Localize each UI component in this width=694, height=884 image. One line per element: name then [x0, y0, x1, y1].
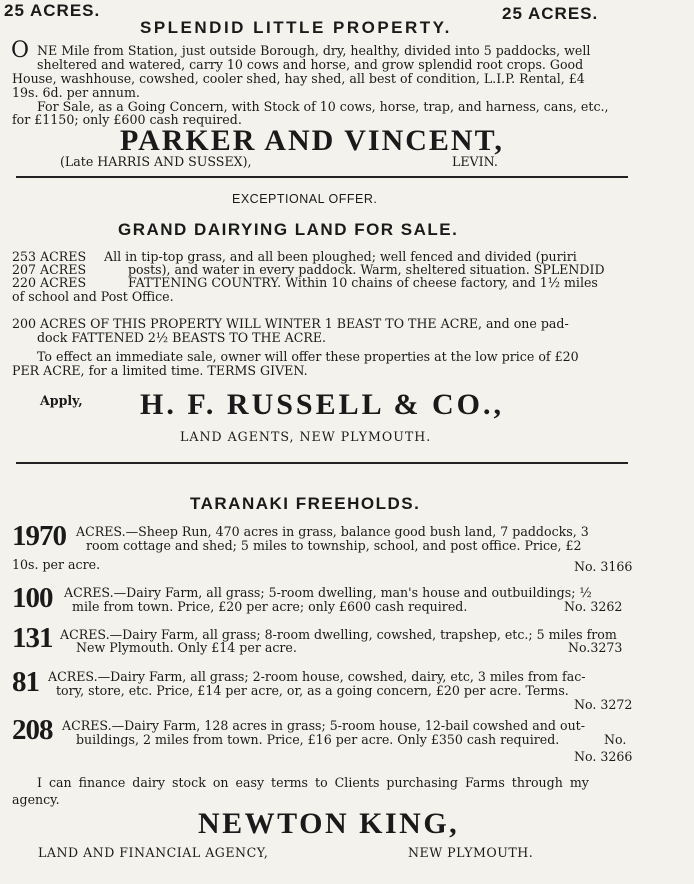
- ad2-desc-1: All in tip-top grass, and all been ploughed; well fenced and divided (puriri: [104, 249, 577, 264]
- listing-4-acres: 81: [12, 666, 39, 698]
- listing-3-ref: No.3273: [568, 640, 623, 655]
- ad2-winter-1: 200 ACRES OF THIS PROPERTY WILL WINTER 1 BEAST TO THE ACRE, and one pad-: [12, 316, 569, 331]
- listing-2-line-1: ACRES.—Dairy Farm, all grass; 5-room dwelling, man's house and outbuildings; ½: [64, 585, 592, 600]
- listing-3-line-1: ACRES.—Dairy Farm, all grass; 8-room dwelling, cowshed, trapshep, etc.; 5 miles from: [60, 627, 617, 642]
- ad2-desc-2: posts), and water in every paddock. Warm, sheltered situation. SPLENDID: [128, 262, 605, 277]
- ad2-acre-label-2: 207 ACRES: [12, 262, 87, 277]
- ad2-sale-2: PER ACRE, for a limited time. TERMS GIVEN.: [12, 363, 308, 378]
- listing-5-line-2: buildings, 2 miles from town. Price, £16 per acre. Only £350 cash required.: [76, 732, 560, 747]
- ad2-acre-label-1: 253 ACRES: [12, 249, 87, 264]
- listing-5-acres: 208: [12, 714, 53, 746]
- ad1-line-3: House, washhouse, cowshed, cooler shed, hay shed, all best of condition, L.I.P. Rental, £4: [12, 71, 585, 86]
- ad1-line-6: for £1150; only £600 cash required.: [12, 112, 242, 127]
- ad2-sale-1: To effect an immediate sale, owner will offer these properties at the low price of £20: [37, 349, 579, 364]
- ad1-line-5: For Sale, as a Going Concern, with Stock of 10 cows, horse, trap, and harness, cans, etc.,: [37, 99, 609, 114]
- ad2-winter-2: dock FATTENED 2½ BEASTS TO THE ACRE.: [37, 330, 327, 345]
- ad2-agent-name: H. F. RUSSELL & CO.,: [140, 388, 504, 421]
- listing-2-ref: No. 3262: [564, 599, 623, 614]
- ad1-dropcap: O: [11, 38, 30, 63]
- listing-4-ref: No. 3272: [574, 697, 633, 712]
- listing-3-acres: 131: [12, 622, 53, 654]
- ad3-title: TARANAKI FREEHOLDS.: [190, 494, 421, 513]
- listing-1-line-2: room cottage and shed; 5 miles to township, school, and post office. Price, £2: [86, 538, 582, 553]
- ad1-agent-town: LEVIN.: [452, 154, 498, 169]
- finance-line-2: agency.: [12, 792, 60, 807]
- divider-1: [16, 176, 628, 178]
- ad3-agent-left: LAND AND FINANCIAL AGENCY,: [38, 845, 269, 860]
- ad1-acres-left: 25 ACRES.: [4, 1, 101, 20]
- ad2-acre-label-3: 220 ACRES: [12, 275, 87, 290]
- finance-line-1: I can finance dairy stock on easy terms to Clients purchasing Farms through my: [37, 775, 589, 790]
- listing-1-ref: No. 3166: [574, 559, 633, 574]
- ad3-agent-name: NEWTON KING,: [198, 807, 460, 840]
- ad1-line-4: 19s. 6d. per annum.: [12, 85, 140, 100]
- divider-2: [16, 462, 628, 464]
- listing-5-line-1: ACRES.—Dairy Farm, 128 acres in grass; 5-room house, 12-bail cowshed and out-: [62, 718, 585, 733]
- listing-2-acres: 100: [12, 582, 53, 614]
- listing-5-ref: No. 3266: [574, 749, 633, 764]
- listing-3-line-2: New Plymouth. Only £14 per acre.: [76, 640, 297, 655]
- listing-4-line-1: ACRES.—Dairy Farm, all grass; 2-room house, cowshed, dairy, etc, 3 miles from fac-: [48, 669, 586, 684]
- ad1-title: SPLENDID LITTLE PROPERTY.: [140, 18, 452, 37]
- listing-1-line-1: ACRES.—Sheep Run, 470 acres in grass, balance good bush land, 7 paddocks, 3: [76, 524, 589, 539]
- ad2-kicker: EXCEPTIONAL OFFER.: [232, 192, 378, 206]
- ad1-acres-right: 25 ACRES.: [502, 4, 599, 23]
- ad2-agent-sub: LAND AGENTS, NEW PLYMOUTH.: [180, 429, 432, 444]
- ad2-desc-4: of school and Post Office.: [12, 289, 174, 304]
- ad1-agent-sub: (Late HARRIS AND SUSSEX),: [60, 154, 252, 169]
- ad2-desc-3: FATTENING COUNTRY. Within 10 chains of cheese factory, and 1½ miles: [128, 275, 598, 290]
- listing-1-line-3: 10s. per acre.: [12, 557, 101, 572]
- ad1-line-1: NE Mile from Station, just outside Borough, dry, healthy, divided into 5 paddocks, well: [37, 43, 591, 58]
- listing-2-line-2: mile from town. Price, £20 per acre; only £600 cash required.: [72, 599, 468, 614]
- listing-4-line-2: tory, store, etc. Price, £14 per acre, or, as a going concern, £20 per acre. Terms.: [56, 683, 569, 698]
- ad2-apply: Apply,: [40, 393, 83, 408]
- ad1-agent-name: PARKER AND VINCENT,: [120, 124, 504, 157]
- ad1-line-2: sheltered and watered, carry 10 cows and horse, and grow splendid root crops. Good: [37, 57, 584, 72]
- ad3-agent-right: NEW PLYMOUTH.: [408, 845, 534, 860]
- listing-1-acres: 1970: [12, 520, 66, 552]
- ad2-title: GRAND DAIRYING LAND FOR SALE.: [118, 220, 459, 239]
- listing-5-line-3: No.: [604, 732, 627, 747]
